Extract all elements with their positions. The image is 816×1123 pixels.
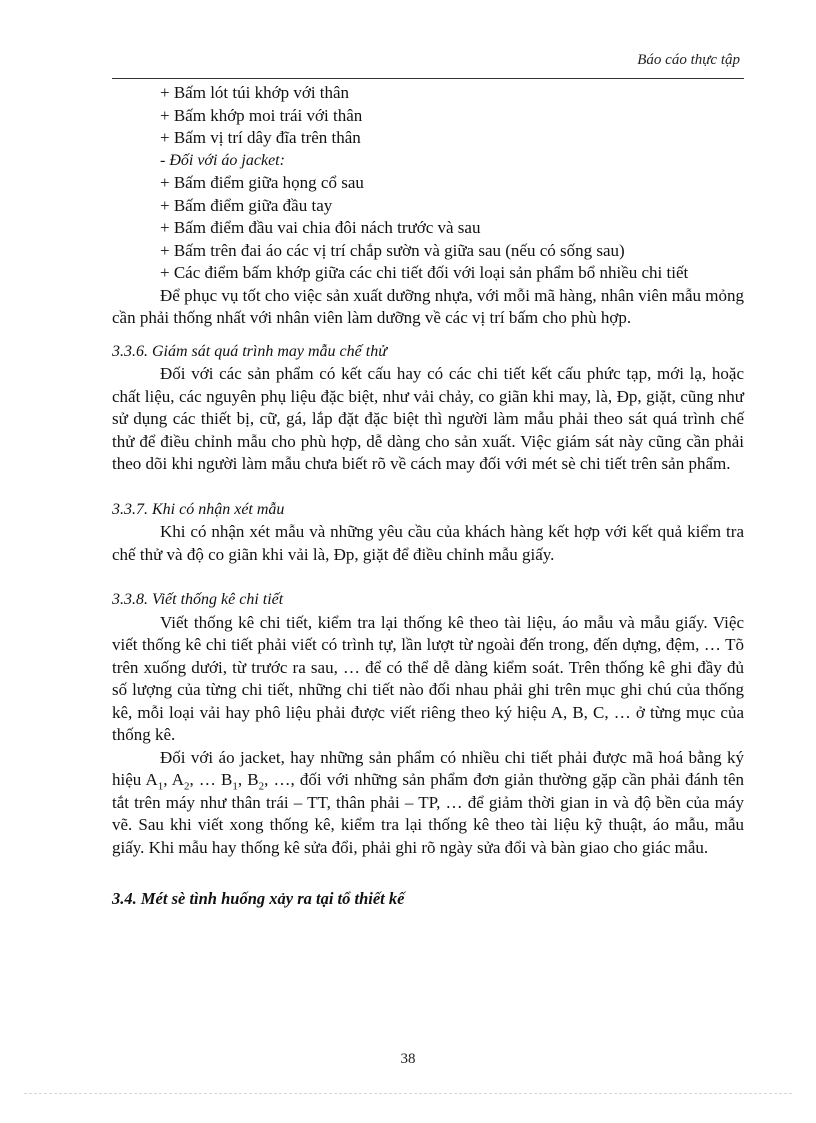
running-header: Báo cáo thực tập bbox=[637, 52, 740, 68]
list-item: + Bấm vị trí dây đĩa trên thân bbox=[160, 128, 361, 147]
section-3-3-8-paragraph-2: Đối với áo jacket, hay những sản phẩm có nhiều chi tiết phải được mã hoá bằng ký hiệu $A_1$, $A_2$, … $B_1$, $B_2$, …, đối với những sản phẩm đơn giản thường gặp cần phải đánh tên tắt trên máy như thân trái – TT, thân phải – TP, … để giảm thời gian in và độ bền của máy vẽ. Sau khi viết xong thống kê, kiểm tra lại thống kê theo tài liệu kỹ thuật, áo mẫu, mẫu giấy. Khi mẫu hay thống kê sửa đổi, phải ghi rõ ngày sửa đổi và bàn giao cho giác mẫu. bbox=[112, 747, 745, 857]
list-item-wrapped: + Các điểm bấm khớp giữa các chi tiết đối với loại sản phẩm bổ nhiều chi tiết bbox=[160, 263, 689, 282]
list-item: + Bấm lót túi khớp với thân bbox=[160, 83, 350, 102]
intro-paragraph: Để phục vụ tốt cho việc sản xuất dưỡng nhựa, với mỗi mã hàng, nhân viên mẫu mỏng cần phải thống nhất với nhân viên làm dưỡng về các vị trí bấm cho phù hợp. bbox=[112, 285, 744, 327]
list-item: + Bấm điểm giữa họng cổ sau bbox=[160, 173, 364, 192]
list-item: + Bấm điểm giữa đầu tay bbox=[160, 195, 333, 215]
section-3-3-7-paragraph: Khi có nhận xét mẫu và những yêu cầu của khách hàng kết hợp với kết quả kiểm tra chế thử và độ co giãn khi vải là, Đp, giặt để điều chỉnh mẫu giấy. bbox=[112, 522, 744, 564]
section-3-3-6-paragraph: Đối với các sản phẩm có kết cấu hay có các chi tiết kết cấu phức tạp, mới lạ, hoặc chất liệu, các nguyên phụ liệu đặc biệt, như vải chảy, co giãn khi may, là, Đp, giặt, cũng như sử dụng các thiết bị, cữ, gá, lắp đặt đặc biệt thì người làm mẫu phải theo sát quá trình chế thử để điều chỉnh mẫu cho phù hợp, dễ dàng cho sản xuất. Việc giám sát này cũng cần phải theo dõi khi người làm mẫu chưa biết rõ về cách may đối với mét sè chi tiết trên sản phẩm. bbox=[112, 364, 744, 473]
list-item: + Bấm điểm đầu vai chia đôi nách trước và sau bbox=[160, 218, 481, 237]
section-heading-3-3-7: 3.3.7. Khi có nhận xét mẫu bbox=[112, 500, 285, 518]
section-heading-3-3-6: 3.3.6. Giám sát quá trình may mẫu chế thử bbox=[112, 342, 387, 360]
list-subheading: - Đối với áo jacket: bbox=[160, 151, 285, 169]
page-bottom-edge bbox=[24, 1093, 792, 1094]
page-body bbox=[112, 82, 744, 911]
section-3-3-8-paragraph-1: Viết thống kê chi tiết, kiểm tra lại thống kê theo tài liệu, áo mẫu và mẫu giấy. Việc viết thống kê chi tiết phải viết có trình tự, lần lượt từ ngoài đến trong, đến dựng, đệm, … Tõ trên xuống dưới, từ trước ra sau, … để có thể dễ dàng kiểm soát. Trên thống kê ghi đầy đủ số lượng của từng chi tiết, những chi tiết nào đối nhau phải ghi trên mục ghi chú của thống kê, mỗi loại vải hay phô liệu phải được viết riêng theo ký hiệu A, B, C, … ở từng mục của thống kê. bbox=[112, 612, 744, 744]
header-divider bbox=[112, 78, 744, 79]
list-item: + Bấm khớp moi trái với thân bbox=[160, 105, 363, 125]
list-item: + Bấm trên đai áo các vị trí chắp sườn và giữa sau (nếu có sống sau) bbox=[160, 240, 625, 260]
section-heading-3-4: 3.4. Mét sè tình huống xảy ra tại tổ thiết kế bbox=[112, 889, 405, 908]
page-number: 38 bbox=[400, 1051, 416, 1067]
section-heading-3-3-8: 3.3.8. Viết thống kê chi tiết bbox=[112, 591, 284, 608]
